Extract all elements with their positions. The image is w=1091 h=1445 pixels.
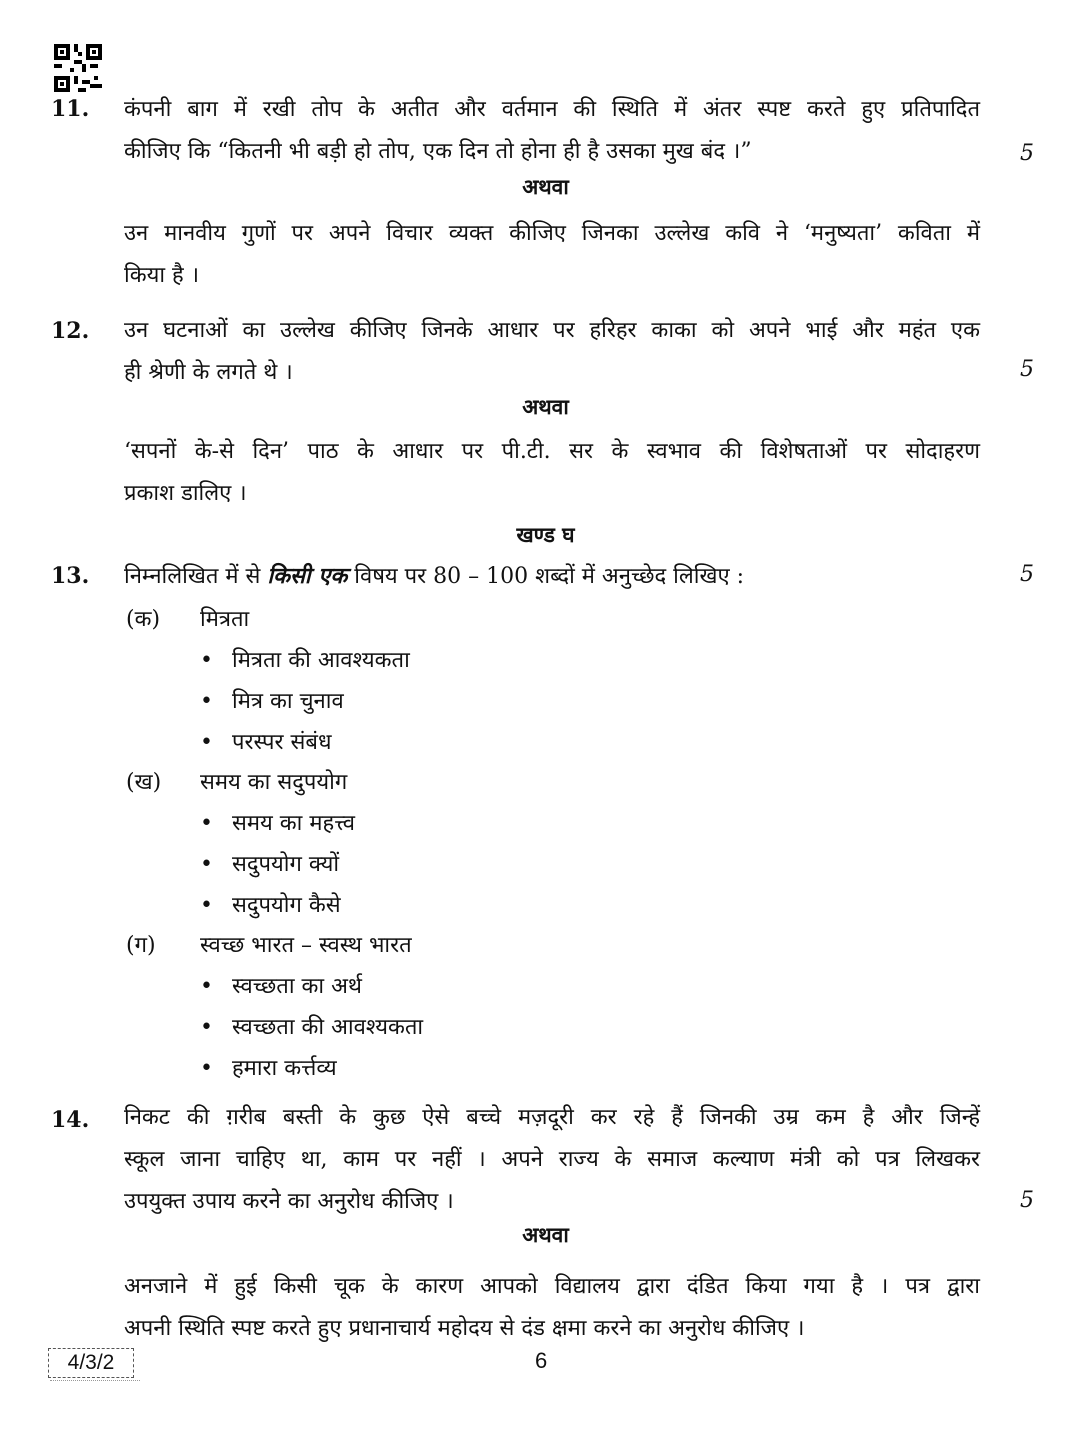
option-point-text: मित्रता की आवश्यकता xyxy=(232,648,410,673)
question-12-marks: 5 xyxy=(1020,357,1034,382)
question-13-text-before: निम्नलिखित में से xyxy=(124,564,268,589)
option-point xyxy=(200,970,362,1000)
option-point xyxy=(200,644,410,674)
bullet-icon: • xyxy=(200,852,213,877)
page-number: 6 xyxy=(535,1348,548,1373)
bullet-icon: • xyxy=(200,893,213,918)
option-point xyxy=(200,889,341,919)
question-11-line-2: कीजिए कि “कितनी भी बड़ी हो तोप, एक दिन तो होना ही है उसका मुख बंद ।” xyxy=(124,139,752,164)
option-point xyxy=(200,807,355,837)
question-14-line-2: स्कूल जाना चाहिए था, काम पर नहीं । अपने राज्य के समाज कल्याण मंत्री को पत्र लिखकर xyxy=(124,1147,980,1172)
option-label: (ख) xyxy=(126,770,162,795)
question-14-line-1: निकट की ग़रीब बस्ती के कुछ ऐसे बच्चे मज़दूरी कर रहे हैं जिनकी उम्र कम है और जिन्हें xyxy=(124,1105,980,1130)
option-point xyxy=(200,1011,423,1041)
option-title: समय का सदुपयोग xyxy=(200,770,348,795)
option-point-text: स्वच्छता का अर्थ xyxy=(232,974,362,999)
question-14-alternative xyxy=(124,1266,980,1350)
bullet-icon: • xyxy=(200,730,213,755)
section-heading: खण्ड घ xyxy=(516,522,575,547)
question-12-or-label: अथवा xyxy=(522,394,569,419)
bullet-icon: • xyxy=(200,1015,213,1040)
question-12-line-2: ही श्रेणी के लगते थे । xyxy=(124,360,293,385)
question-13-text-after: विषय पर 80 – 100 शब्दों में अनुच्छेद लिखिए : xyxy=(347,564,745,589)
question-12-number: 12. xyxy=(51,318,90,344)
bullet-icon: • xyxy=(200,974,213,999)
question-11-text xyxy=(124,89,980,173)
bullet-icon: • xyxy=(200,1056,213,1081)
option-point xyxy=(200,726,332,756)
paper-code: 4/3/2 xyxy=(48,1348,134,1378)
question-11-alternative xyxy=(124,213,980,297)
option-point xyxy=(200,848,339,878)
option-point-text: मित्र का चुनाव xyxy=(232,689,344,714)
option-point xyxy=(200,1052,337,1082)
option-point-text: समय का महत्त्व xyxy=(232,811,355,836)
question-11-alt-line-2: किया है । xyxy=(124,263,200,288)
bullet-icon: • xyxy=(200,648,213,673)
question-13-text-emphasis: किसी एक xyxy=(267,563,348,589)
question-14-alt-line-2: अपनी स्थिति स्पष्ट करते हुए प्रधानाचार्य महोदय से दंड क्षमा करने का अनुरोध कीजिए । xyxy=(124,1316,805,1341)
question-12-alt-line-2: प्रकाश डालिए । xyxy=(124,481,247,506)
option-label: (ग) xyxy=(126,933,156,958)
question-14-line-3: उपयुक्त उपाय करने का अनुरोध कीजिए । xyxy=(124,1189,454,1214)
question-12-text xyxy=(124,310,980,394)
question-12-line-1: उन घटनाओं का उल्लेख कीजिए जिनके आधार पर हरिहर काका को अपने भाई और महंत एक xyxy=(124,318,980,343)
question-12-alternative xyxy=(124,431,980,515)
question-14-alt-line-1: अनजाने में हुई किसी चूक के कारण आपको विद्यालय द्वारा दंडित किया गया है । पत्र द्वारा xyxy=(124,1274,980,1299)
option-point-text: सदुपयोग क्यों xyxy=(232,852,340,877)
bullet-icon: • xyxy=(200,811,213,836)
question-11-line-1: कंपनी बाग में रखी तोप के अतीत और वर्तमान की स्थिति में अंतर स्पष्ट करते हुए प्रतिपादित xyxy=(124,97,980,122)
question-13-marks: 5 xyxy=(1020,562,1034,587)
question-11-marks: 5 xyxy=(1020,141,1034,166)
question-12-alt-line-1: ‘सपनों के-से दिन’ पाठ के आधार पर पी.टी. सर के स्वभाव की विशेषताओं पर सोदाहरण xyxy=(124,439,980,464)
option-point-text: हमारा कर्त्तव्य xyxy=(232,1056,337,1081)
question-11-alt-line-1: उन मानवीय गुणों पर अपने विचार व्यक्त कीजिए जिनका उल्लेख कवि ने ‘मनुष्यता’ कविता में xyxy=(124,221,980,246)
option-point-text: सदुपयोग कैसे xyxy=(232,893,341,918)
option-label: (क) xyxy=(126,607,161,632)
question-11-or-label: अथवा xyxy=(522,174,569,199)
footer-microprint-divider xyxy=(50,1380,140,1385)
qr-code-icon xyxy=(54,44,102,92)
option-point xyxy=(200,685,344,715)
option-point-text: स्वच्छता की आवश्यकता xyxy=(232,1015,424,1040)
option-point-text: परस्पर संबंध xyxy=(232,730,332,755)
question-14-marks: 5 xyxy=(1020,1188,1034,1213)
option-title: मित्रता xyxy=(200,607,250,632)
option-title: स्वच्छ भारत – स्वस्थ भारत xyxy=(200,933,412,958)
question-14-text xyxy=(124,1097,980,1223)
question-14-or-label: अथवा xyxy=(522,1222,569,1247)
question-13-text xyxy=(124,555,980,598)
bullet-icon: • xyxy=(200,689,213,714)
question-13-number: 13. xyxy=(51,563,90,589)
question-14-number: 14. xyxy=(51,1107,90,1133)
question-11-number: 11. xyxy=(51,96,90,122)
